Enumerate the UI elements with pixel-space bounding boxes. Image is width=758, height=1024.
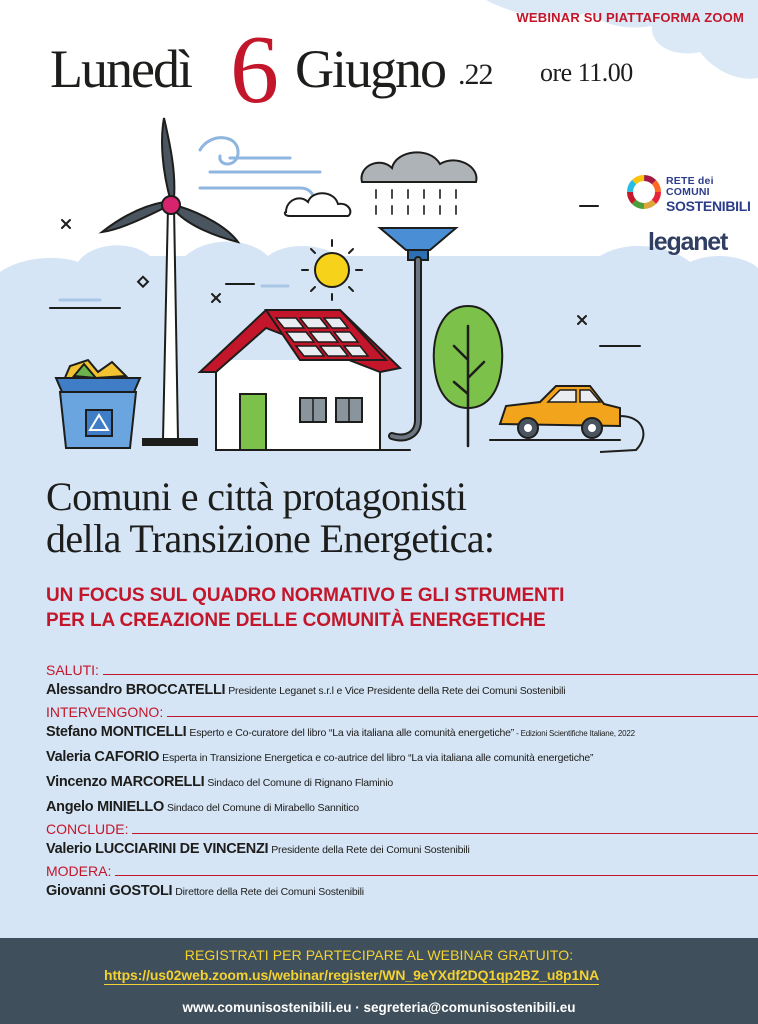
cloud-icon (285, 193, 351, 216)
section-label: MODERA: (46, 863, 112, 879)
registration-footer (0, 938, 758, 1024)
rain-cloud-icon (362, 152, 477, 214)
section-modera (46, 861, 758, 878)
section-conclude (46, 819, 758, 836)
webinar-platform-tag: WEBINAR SU PIATTAFORMA ZOOM (516, 10, 744, 25)
section-label: CONCLUDE: (46, 821, 129, 837)
energy-transition-illustration (0, 110, 758, 470)
section-divider (103, 674, 758, 675)
speaker-role: Esperta in Transizione Energetica e co-autrice del libro “La via italiana alle comunità energetiche” (162, 752, 594, 764)
speaker-row (46, 769, 758, 794)
speaker-role: Sindaco del Comune di Rignano Flaminio (207, 777, 393, 789)
recycle-bin-icon (56, 360, 140, 448)
date-year: .22 (458, 58, 493, 91)
speaker-row (46, 719, 758, 744)
partner-logos (626, 168, 751, 257)
speaker-role-note: - Edizioni Scientifiche Italiane, 2022 (514, 729, 635, 738)
sdg-wheel-icon (626, 174, 662, 210)
speaker-role: Presidente della Rete dei Comuni Sostenibili (271, 844, 470, 856)
title-line-1: Comuni e città protagonisti (46, 474, 467, 519)
contact-info[interactable]: www.comunisostenibili.eu · segreteria@comunisostenibili.eu (182, 1000, 576, 1015)
section-label: INTERVENGONO: (46, 704, 164, 720)
speaker-row (46, 744, 758, 769)
date-month: Giugno (295, 39, 445, 99)
date-day-number: 6 (230, 16, 279, 124)
main-title (46, 476, 726, 560)
speaker-name: Giovanni GOSTOLI (46, 883, 173, 899)
sun-icon (302, 240, 362, 300)
subtitle (46, 583, 726, 633)
speaker-name: Stefano MONTICELLI (46, 724, 187, 740)
registration-call: REGISTRATI PER PARTECIPARE AL WEBINAR GRATUITO: (184, 947, 574, 963)
subtitle-line-2: PER LA CREAZIONE DELLE COMUNITÀ ENERGETICHE (46, 610, 546, 631)
speaker-name: Valerio LUCCIARINI DE VINCENZI (46, 841, 269, 857)
section-divider (167, 716, 758, 717)
speaker-row (46, 794, 758, 819)
event-time: ore 11.00 (540, 58, 633, 87)
speaker-name: Alessandro BROCCATELLI (46, 682, 226, 698)
leganet-logo: leganet (648, 228, 728, 256)
section-saluti (46, 660, 758, 677)
date-day-name: Lunedì (50, 39, 191, 99)
rete-logo-line2: SOSTENIBILI (666, 198, 751, 214)
section-intervengono (46, 702, 758, 719)
electric-car-icon (500, 386, 643, 452)
speaker-role: Esperto e Co-curatore del libro “La via italiana alle comunità energetiche” (189, 727, 515, 739)
registration-link[interactable]: https://us02web.zoom.us/webinar/register/WN_9eYXdf2DQ1qp2BZ_u8p1NA (104, 967, 600, 983)
speaker-role: Direttore della Rete dei Comuni Sostenibili (175, 886, 364, 898)
speaker-role: Sindaco del Comune di Mirabello Sannitico (166, 802, 359, 814)
title-line-2: della Transizione Energetica: (46, 516, 495, 561)
speaker-name: Vincenzo MARCORELLI (46, 774, 205, 790)
speaker-row (46, 677, 758, 702)
speaker-row (46, 878, 758, 903)
section-divider (132, 833, 758, 834)
speaker-name: Angelo MINIELLO (46, 799, 164, 815)
wind-icon (200, 138, 320, 206)
house-solar-icon (200, 310, 400, 450)
section-divider (115, 875, 758, 876)
tree-icon (434, 306, 502, 446)
program-list (46, 660, 758, 903)
speaker-name: Valeria CAFORIO (46, 749, 160, 765)
rete-comuni-sostenibili-logo (626, 168, 751, 220)
subtitle-line-1: UN FOCUS SUL QUADRO NORMATIVO E GLI STRUMENTI (46, 585, 565, 606)
speaker-role: Presidente Leganet s.r.l e Vice Presidente della Rete dei Comuni Sostenibili (228, 685, 566, 697)
section-label: SALUTI: (46, 662, 99, 678)
speaker-row (46, 836, 758, 861)
rete-logo-line1: RETE dei COMUNI (666, 175, 714, 198)
